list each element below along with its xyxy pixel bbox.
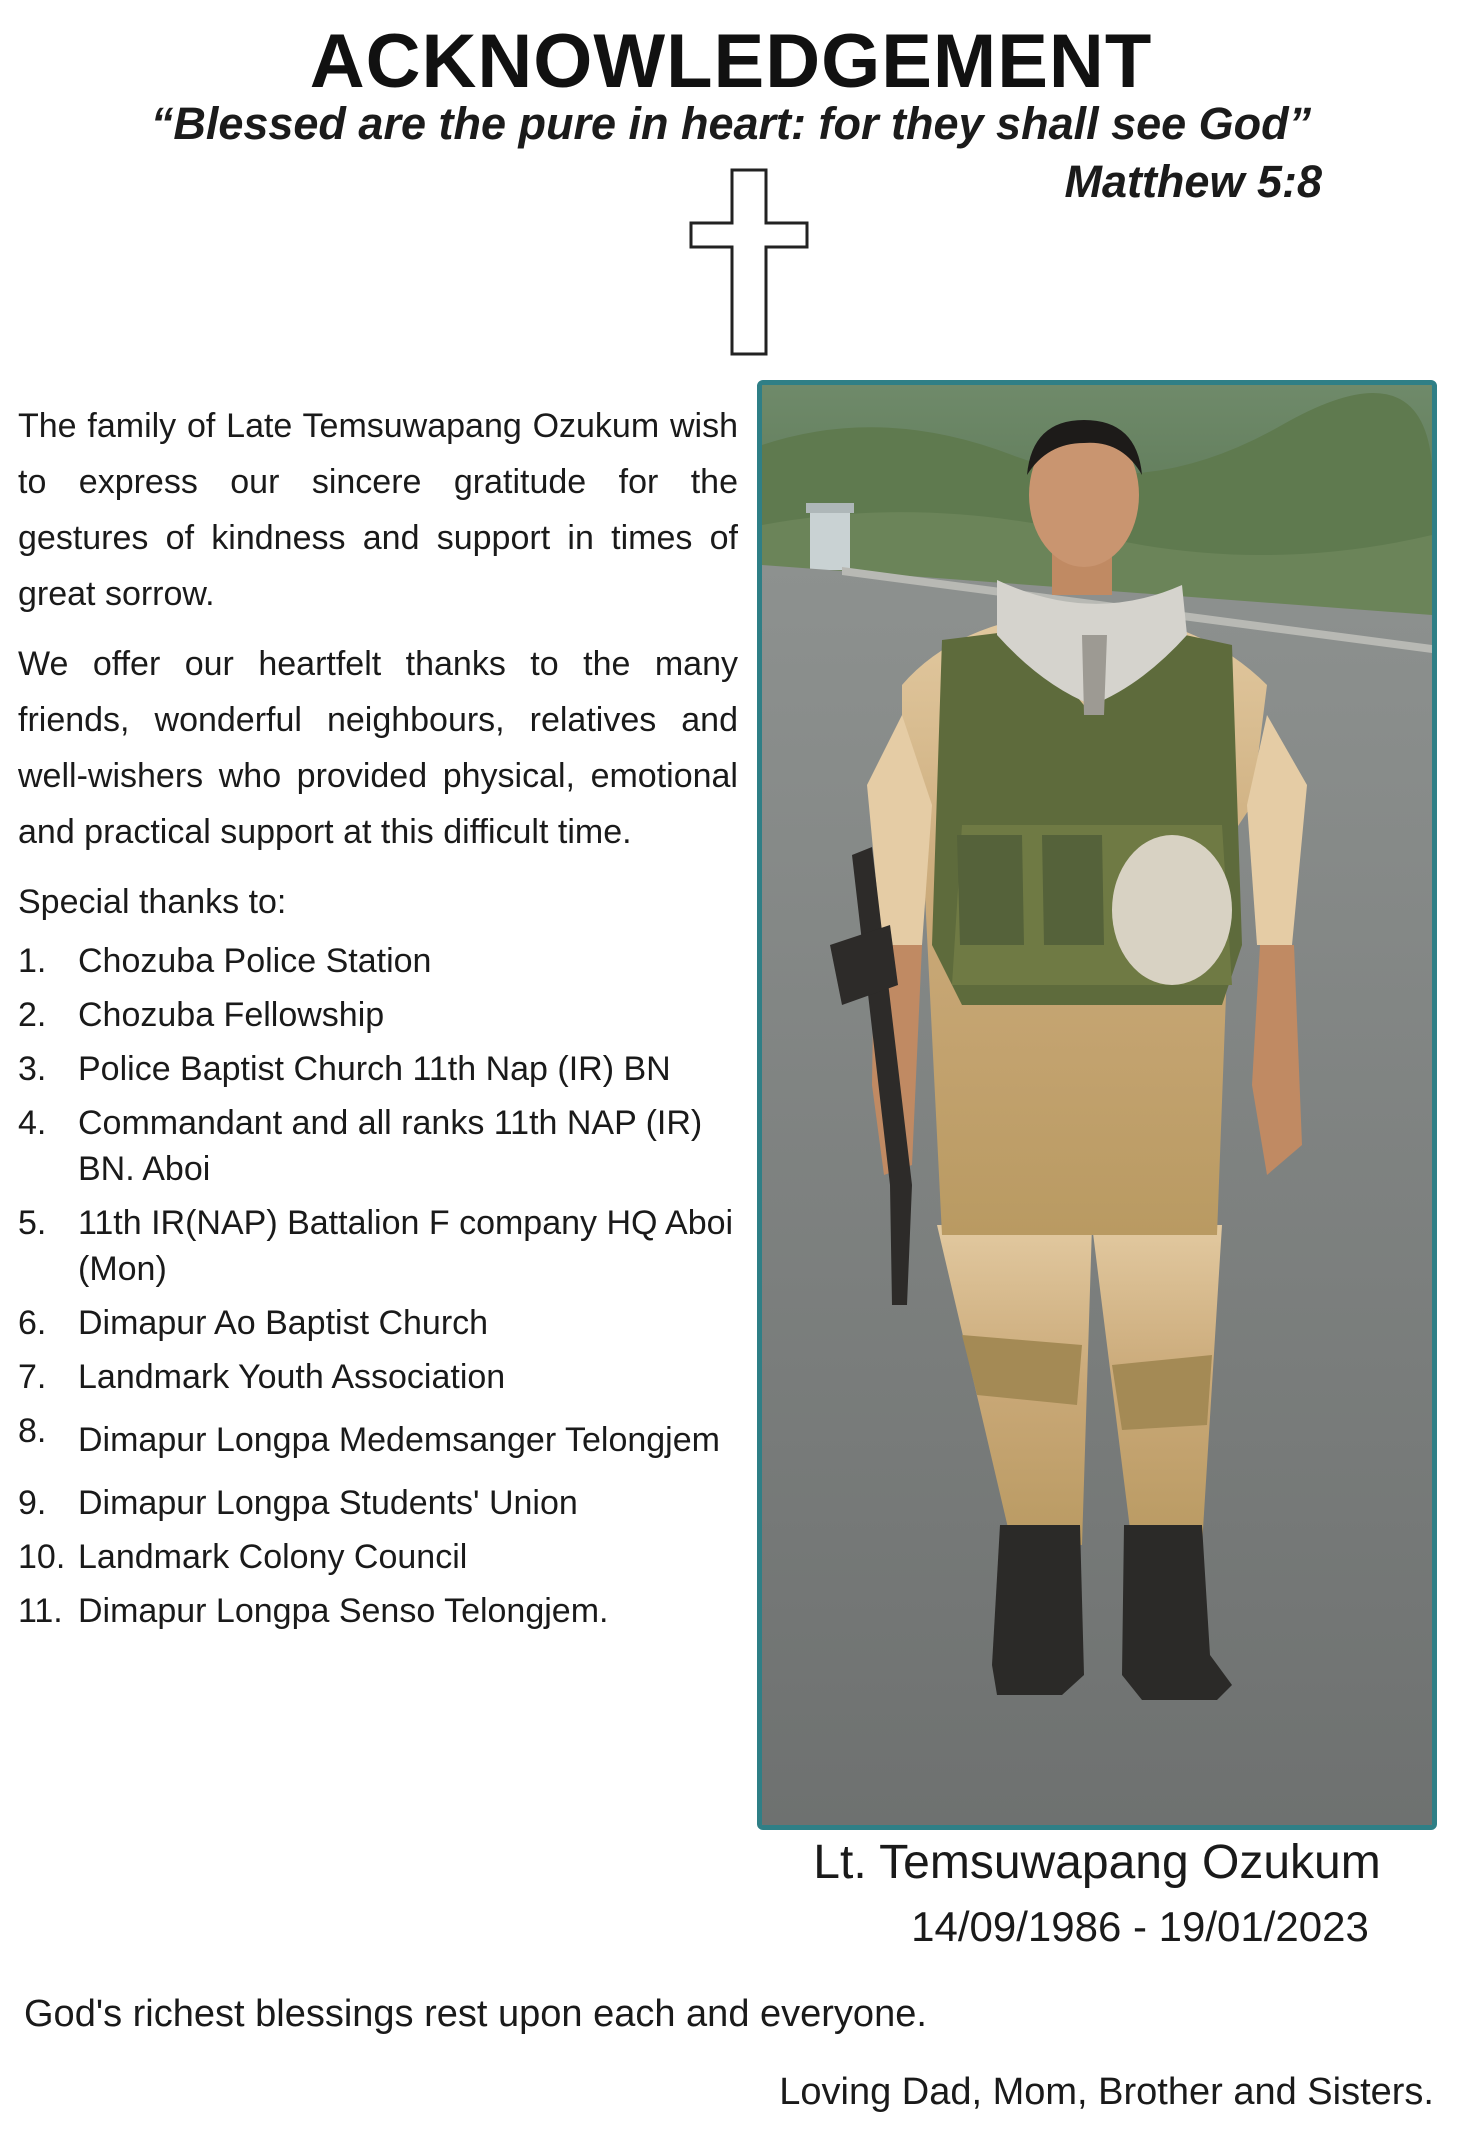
bible-verse: “Blessed are the pure in heart: for they shall see God” [150, 98, 1312, 149]
list-item-number: 6. [18, 1304, 47, 1342]
list-item-number: 11. [18, 1592, 63, 1630]
special-thanks-label: Special thanks to: [18, 883, 287, 921]
list-item-number: 7. [18, 1358, 47, 1396]
list-item-text: Dimapur Longpa Medemsanger Telongjem [78, 1421, 720, 1459]
thanks-paragraph: We offer our heartfelt thanks to the many friends, wonderful neighbours, relatives and well-wishers who provided physical, emotional and practical support at this difficult time. [18, 645, 738, 851]
list-item [18, 992, 738, 1038]
list-item-text: Chozuba Fellowship [78, 996, 385, 1034]
list-item [18, 1046, 738, 1092]
list-item-number: 1. [18, 942, 47, 980]
thanks-list [18, 938, 738, 1634]
cross-icon [688, 168, 810, 356]
list-item [18, 1300, 738, 1346]
list-item-number: 8. [18, 1412, 47, 1450]
family-signature: Loving Dad, Mom, Brother and Sisters. [779, 2071, 1434, 2113]
message-column [18, 398, 738, 1634]
list-item-number: 4. [18, 1104, 47, 1142]
deceased-name: Lt. Temsuwapang Ozukum [813, 1836, 1381, 1889]
list-item [18, 1534, 738, 1580]
page-title: ACKNOWLEDGEMENT [309, 19, 1153, 104]
list-item [18, 1588, 738, 1634]
list-item [18, 1200, 738, 1292]
list-item-number: 3. [18, 1050, 47, 1088]
list-item-text: Dimapur Longpa Students' Union [78, 1484, 578, 1522]
list-item [18, 1408, 738, 1472]
list-item-text: Landmark Colony Council [78, 1538, 468, 1576]
list-item-text: Chozuba Police Station [78, 942, 432, 980]
life-dates: 14/09/1986 - 19/01/2023 [911, 1903, 1369, 1950]
list-item [18, 1354, 738, 1400]
portrait-photo [762, 385, 1432, 1825]
verse-reference: Matthew 5:8 [1064, 156, 1322, 207]
portrait-photo-frame [757, 380, 1437, 1830]
list-item-number: 9. [18, 1484, 47, 1522]
list-item-text: Landmark Youth Association [78, 1358, 506, 1396]
list-item-text: Police Baptist Church 11th Nap (IR) BN [78, 1050, 671, 1088]
gratitude-paragraph: The family of Late Temsuwapang Ozukum wish to express our sincere gratitude for the gestures of kindness and support in times of great sorrow. [18, 407, 738, 613]
list-item-number: 10. [18, 1538, 66, 1576]
list-item [18, 938, 738, 984]
closing-blessing: God's richest blessings rest upon each and everyone. [24, 1993, 927, 2035]
list-item-text: Commandant and all ranks 11th NAP (IR) BN. Aboi [78, 1104, 703, 1188]
list-item-text: Dimapur Ao Baptist Church [78, 1304, 489, 1342]
list-item-text: Dimapur Longpa Senso Telongjem. [78, 1592, 609, 1630]
list-item-text: 11th IR(NAP) Battalion F company HQ Aboi (Mon) [78, 1204, 734, 1288]
list-item-number: 5. [18, 1204, 47, 1242]
list-item [18, 1100, 738, 1192]
list-item [18, 1480, 738, 1526]
list-item-number: 2. [18, 996, 47, 1034]
